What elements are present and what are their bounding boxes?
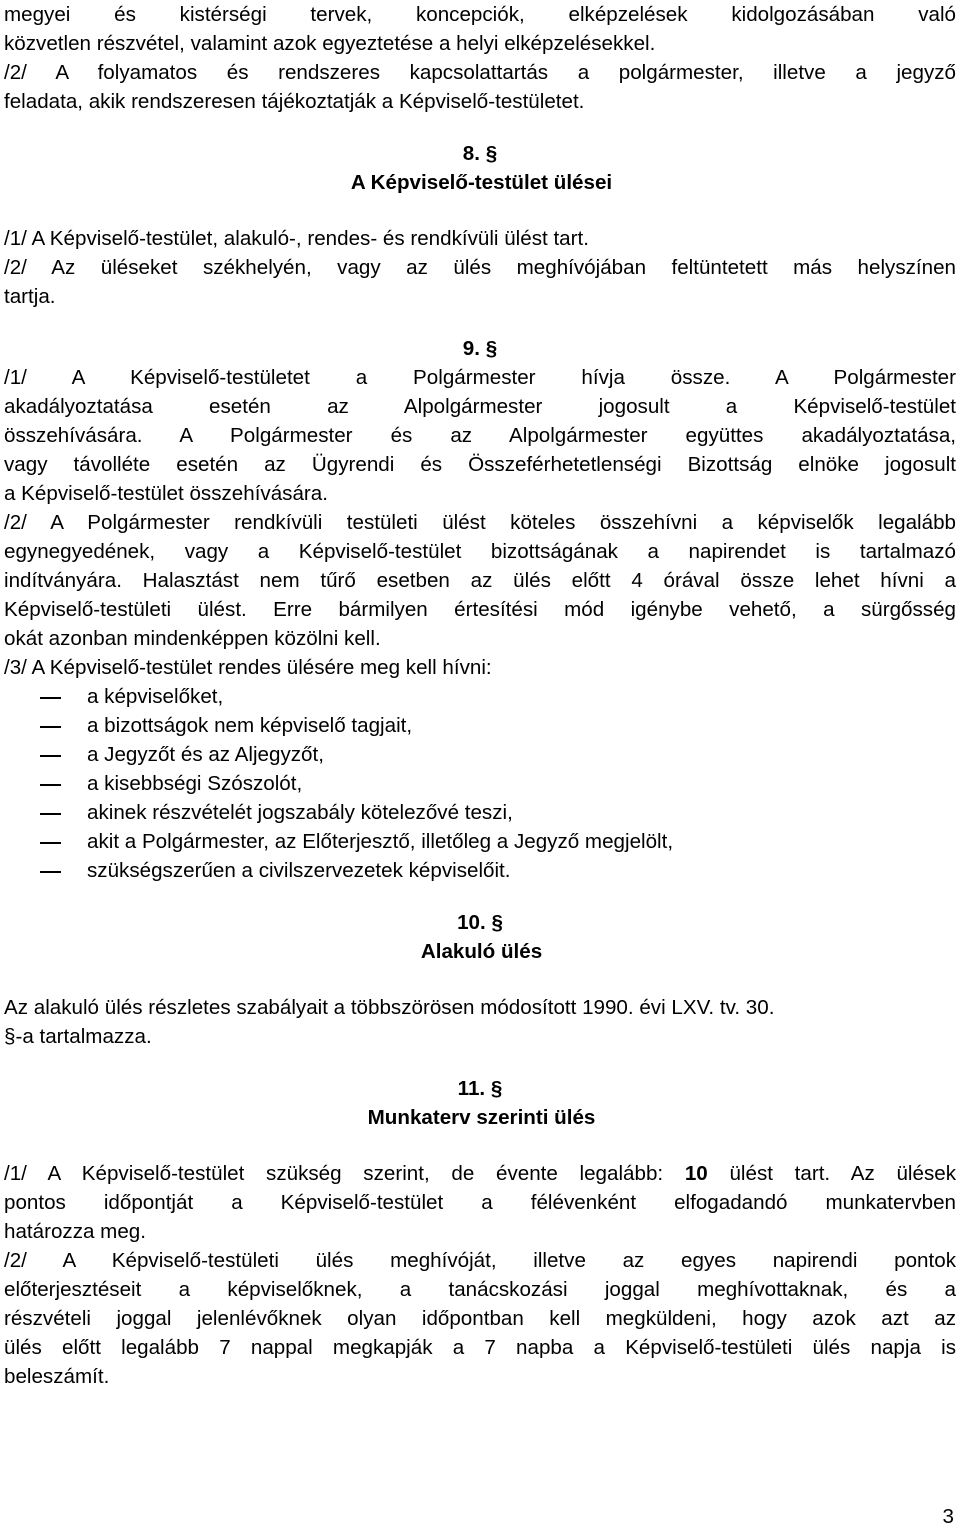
section-sign-icon: §	[485, 337, 498, 360]
list-item	[4, 798, 956, 827]
list-item	[4, 711, 956, 740]
list-item	[4, 740, 956, 769]
dash-bullet-icon	[4, 682, 87, 711]
section-11-title: Munkaterv szerinti ülés	[367, 1106, 596, 1129]
section-9-paragraph-2-line: okát azonban mindenképpen közölni kell.	[4, 627, 381, 650]
list-item	[4, 856, 956, 885]
list-item-text: a Jegyzőt és az Aljegyzőt,	[87, 743, 324, 766]
section-9-paragraph-2-line: egynegyedének, vagy a Képviselő-testület bizottságának a napirendet is tartalmazó	[4, 540, 956, 563]
section-8-paragraph-2-line: /2/ Az üléseket székhelyén, vagy az ülés meghívójában feltüntetett más helyszínen	[4, 256, 956, 279]
section-11-paragraph-1-line: határozza meg.	[4, 1220, 146, 1243]
section-8-paragraph-1: /1/ A Képviselő-testület, alakuló-, rendes- és rendkívüli ülést tart.	[4, 227, 589, 250]
section-9-paragraph-2-line: /2/ A Polgármester rendkívüli testületi ülést köteles összehívni a képviselők legalább	[4, 511, 956, 534]
section-9-paragraph-1-line: /1/ A Képviselő-testületet a Polgármester hívja össze. A Polgármester	[4, 366, 956, 389]
meeting-count: 10	[684, 1162, 708, 1185]
list-item-text: a bizottságok nem képviselő tagjait,	[87, 714, 413, 737]
section-10-text-line	[4, 1022, 956, 1051]
list-item	[4, 769, 956, 798]
list-item-text: szükségszerűen a civilszervezetek képviselőit.	[87, 859, 511, 882]
section-number-text: 10.	[457, 911, 486, 934]
section-11-number	[4, 1074, 956, 1103]
intro-line: közvetlen részvétel, valamint azok egyeztetése a helyi elképzelésekkel.	[4, 32, 656, 55]
intro-line: megyei és kistérségi tervek, koncepciók, elképzelések kidolgozásában való	[4, 3, 956, 26]
section-sign-icon: §	[491, 911, 503, 934]
section-11-paragraph-1-line	[4, 1159, 956, 1188]
page-number: 3	[942, 1505, 954, 1528]
section-11-paragraph-2-line: ülés előtt legalább 7 nappal megkapják a 7 napba a Képviselő-testületi ülés napja is	[4, 1336, 956, 1359]
dash-bullet-icon	[4, 711, 87, 740]
dash-bullet-icon	[4, 740, 87, 769]
intro-paragraph-2-line: /2/ A folyamatos és rendszeres kapcsolattartás a polgármester, illetve a jegyző	[4, 61, 956, 84]
list-item-text: a képviselőket,	[87, 685, 224, 708]
paragraph-text: /1/ A Képviselő-testület szükség szerint, de évente legalább:	[4, 1162, 685, 1185]
section-9-paragraph-1-line: összehívására. A Polgármester és az Alpolgármester együttes akadályoztatása,	[4, 424, 956, 447]
list-item	[4, 682, 956, 711]
document-page	[4, 0, 956, 1391]
section-11-paragraph-2-line: részvételi joggal jelenlévőknek olyan időpontban kell megküldeni, hogy azok azt az	[4, 1307, 956, 1330]
section-11-paragraph-2-line: előterjesztéseit a képviselőknek, a tanácskozási joggal meghívottaknak, és a	[4, 1278, 956, 1301]
paragraph-text: ülést tart. Az ülések	[707, 1162, 957, 1185]
dash-bullet-icon	[4, 798, 87, 827]
list-item-text: akit a Polgármester, az Előterjesztő, illetőleg a Jegyző megjelölt,	[87, 830, 674, 853]
section-sign-icon: §	[4, 1025, 16, 1048]
section-10-text-line: Az alakuló ülés részletes szabályait a többszörösen módosított 1990. évi LXV. tv. 30.	[4, 996, 775, 1019]
section-sign-icon: §	[485, 142, 498, 165]
section-10-number	[4, 908, 956, 937]
section-9-paragraph-2-line: Képviselő-testületi ülést. Erre bármilyen értesítési mód igénybe vehető, a sürgősség	[4, 598, 956, 621]
section-10-text: -a tartalmazza.	[15, 1025, 152, 1048]
list-item-text: a kisebbségi Szószolót,	[87, 772, 303, 795]
section-10-title: Alakuló ülés	[420, 940, 543, 963]
intro-paragraph-2-line: feladata, akik rendszeresen tájékoztatják a Képviselő-testületet.	[4, 90, 585, 113]
section-11-paragraph-2-line: /2/ A Képviselő-testületi ülés meghívóját, illetve az egyes napirendi pontok	[4, 1249, 956, 1272]
section-9-number	[4, 334, 956, 363]
section-number-text: 9.	[462, 337, 480, 360]
section-9-paragraph-1-line: a Képviselő-testület összehívására.	[4, 482, 328, 505]
list-item	[4, 827, 956, 856]
dash-bullet-icon	[4, 856, 87, 885]
section-11-paragraph-1-line: pontos időpontját a Képviselő-testület a félévenként elfogadandó munkatervben	[4, 1191, 956, 1214]
section-9-paragraph-2-line: indítványára. Halasztást nem tűrő esetben az ülés előtt 4 órával össze lehet hívni a	[4, 569, 956, 592]
section-8-paragraph-2-line: tartja.	[4, 285, 56, 308]
section-11-paragraph-2-line: beleszámít.	[4, 1365, 110, 1388]
section-8-title: A Képviselő-testület ülései	[350, 171, 613, 194]
section-number-text: 8.	[462, 142, 480, 165]
invitee-list	[4, 682, 956, 885]
section-9-paragraph-1-line: vagy távolléte esetén az Ügyrendi és Összeférhetetlenségi Bizottság elnöke jogosult	[4, 453, 956, 476]
section-sign-icon: §	[490, 1077, 503, 1100]
dash-bullet-icon	[4, 769, 87, 798]
section-9-paragraph-3: /3/ A Képviselő-testület rendes ülésére meg kell hívni:	[4, 656, 492, 679]
dash-bullet-icon	[4, 827, 87, 856]
section-number-text: 11.	[457, 1077, 486, 1100]
list-item-text: akinek részvételét jogszabály kötelezővé teszi,	[87, 801, 513, 824]
section-8-number	[4, 139, 956, 168]
section-9-paragraph-1-line: akadályoztatása esetén az Alpolgármester jogosult a Képviselő-testület	[4, 395, 956, 418]
